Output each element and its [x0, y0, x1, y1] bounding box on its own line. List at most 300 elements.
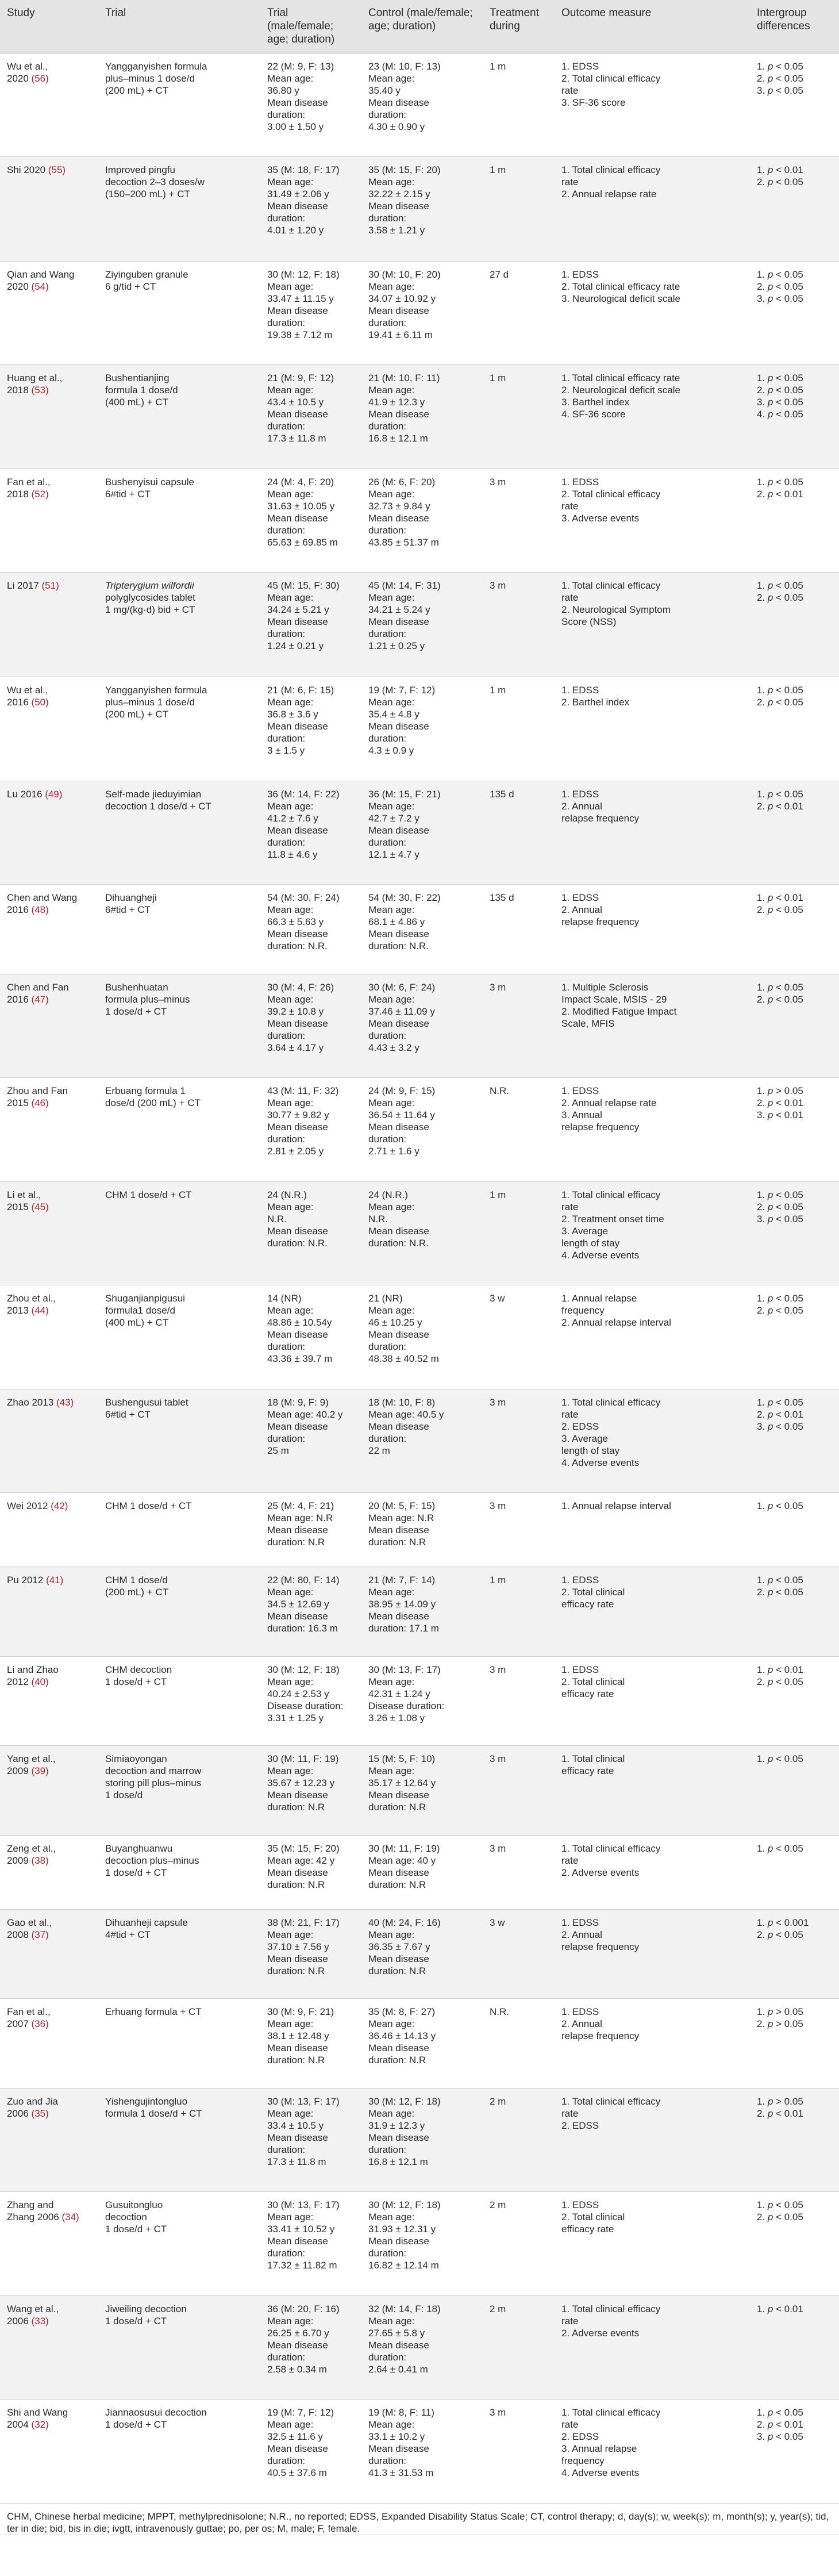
cell-intergroup-differences-line: 2. p < 0.01	[757, 2107, 803, 2119]
cell-study	[0, 1181, 98, 1285]
reference-link[interactable]: (35)	[31, 2107, 49, 2119]
cell-study	[0, 781, 98, 885]
cell-control-group-line: Disease duration:	[368, 1700, 445, 1711]
cell-trial-group-line: 35 (M: 18, F: 17)	[267, 164, 340, 176]
cell-trial-group-line: N.R.	[267, 1213, 287, 1224]
study-text: 2016	[7, 993, 32, 1005]
cell-trial-group-line: 43.4 ± 10.5 y	[267, 397, 324, 408]
cell-trial-line: (400 mL) + CT	[105, 397, 169, 408]
header-study: Study	[0, 0, 98, 53]
cell-trial-line: Erbuang formula 1	[105, 1085, 186, 1097]
cell-trial-group-line: Mean disease	[267, 824, 328, 836]
cell-control-group-line: Mean disease	[368, 2443, 429, 2455]
p-symbol: p	[767, 981, 773, 993]
cell-control-group	[361, 53, 483, 157]
reference-link[interactable]: (36)	[31, 2018, 49, 2030]
cell-intergroup-differences	[750, 1909, 839, 1998]
cell-trial	[98, 1746, 260, 1835]
cell-trial-group	[260, 469, 361, 573]
cell-intergroup-differences-line: 3. p < 0.05	[757, 293, 803, 304]
table-row	[0, 573, 839, 677]
table-row	[0, 974, 839, 1078]
cell-trial-group-line: 33.41 ± 10.52 y	[267, 2224, 335, 2235]
cell-trial-group	[260, 885, 361, 974]
cell-control-group-line: 19 (M: 8, F: 11)	[368, 2407, 434, 2418]
cell-trial-group	[260, 53, 361, 157]
reference-link[interactable]: (39)	[31, 1765, 49, 1777]
cell-intergroup-differences-line: 2. p > 0.05	[757, 2018, 803, 2030]
cell-control-group	[361, 469, 483, 573]
cell-outcome-measure	[555, 974, 750, 1078]
cell-outcome-measure	[555, 261, 750, 365]
cell-treatment-duration: 27 d	[483, 261, 555, 365]
footnote-row	[0, 2504, 839, 2535]
cell-trial-line: 1 dose/d + CT	[105, 1867, 167, 1878]
cell-trial-group-line: duration:	[267, 2455, 306, 2467]
cell-control-group-line: 54 (M: 30, F: 22)	[368, 892, 441, 904]
cell-trial-group	[260, 573, 361, 677]
cell-outcome-measure-line: 1. Multiple Sclerosis	[561, 981, 649, 993]
cell-trial-line: Yangganyishen formula	[105, 685, 207, 696]
cell-trial	[98, 781, 260, 885]
cell-trial-line: Yishengujintongluo	[105, 2095, 188, 2107]
cell-control-group-line: Mean age:	[368, 1676, 415, 1687]
cell-control-group-line: Mean age:	[368, 697, 415, 708]
table-row	[0, 1181, 839, 1285]
cell-intergroup-differences-line: 1. p < 0.05	[757, 580, 803, 592]
p-symbol: p	[767, 1213, 773, 1224]
reference-link[interactable]: (42)	[51, 1500, 68, 1512]
cell-outcome-measure-line: rate	[561, 2419, 579, 2431]
reference-link[interactable]: (38)	[31, 1855, 49, 1866]
cell-control-group-line: duration: N.R	[368, 2055, 426, 2066]
cell-control-group-line: Mean age:	[368, 800, 415, 812]
study-line	[7, 904, 91, 916]
cell-trial-group-line: 17.3 ± 11.8 m	[267, 433, 326, 444]
cell-study	[0, 365, 98, 469]
cell-study	[0, 157, 98, 262]
study-text: 2018	[7, 488, 32, 500]
reference-link[interactable]: (55)	[48, 164, 66, 176]
p-symbol: p	[767, 293, 773, 304]
cell-outcome-measure-line: 2. Barthel index	[561, 697, 630, 708]
study-line: Qian and Wang	[7, 268, 75, 280]
cell-control-group-line: Mean disease	[368, 1018, 429, 1029]
cell-trial-line: Gusuitongluo	[105, 2199, 163, 2211]
cell-control-group-line: Mean disease	[368, 1225, 429, 1237]
cell-treatment-duration: 3 m	[483, 573, 555, 677]
cell-trial-group-line: Mean disease	[267, 928, 328, 940]
study-line: Wu et al.,	[7, 60, 48, 72]
cell-intergroup-differences-line: 2. p < 0.01	[757, 800, 803, 812]
cell-control-group	[361, 677, 483, 781]
reference-link[interactable]: (37)	[31, 1929, 49, 1940]
cell-control-group-line: 2.71 ± 1.6 y	[368, 1146, 420, 1157]
table-footnote: CHM, Chinese herbal medicine; MPPT, methylprednisolone; N.R., no reported; EDSS, Expanded Disability Status Scale; CT, control therapy; d, day(s); w, week(s); m, month(s); y, year(s); tid, ter in die; bid, bis in die; ivgtt, intravenously guttae; po, per os; M, male; F, female.	[0, 2504, 839, 2535]
reference-link[interactable]: (43)	[56, 1396, 74, 1408]
cell-intergroup-differences	[750, 1999, 839, 2088]
reference-link[interactable]: (56)	[31, 72, 49, 84]
study-text: Lu 2016	[7, 788, 45, 800]
cell-study	[0, 1835, 98, 1909]
cell-treatment-duration: 3 m	[483, 469, 555, 573]
cell-outcome-measure-line: relapse frequency	[561, 916, 640, 928]
cell-control-group-line: Mean age:	[368, 385, 415, 396]
cell-trial-group-line: Mean disease	[267, 2043, 328, 2054]
p-symbol: p	[767, 1664, 773, 1675]
cell-trial-group-line: Mean age:	[267, 904, 314, 916]
cell-intergroup-differences	[750, 677, 839, 781]
cell-outcome-measure-line: 3. Average	[561, 1433, 608, 1444]
cell-outcome-measure	[555, 1656, 750, 1745]
cell-study	[0, 885, 98, 974]
cell-intergroup-differences-line: 2. p < 0.01	[757, 488, 803, 500]
cell-intergroup-differences-line: 1. p > 0.05	[757, 2095, 803, 2107]
cell-intergroup-differences-line: 1. p < 0.001	[757, 1917, 809, 1928]
cell-trial-group-line: 19.38 ± 7.12 m	[267, 329, 333, 340]
cell-trial-group-line: 36 (M: 14, F: 22)	[267, 788, 340, 800]
p-symbol: p	[767, 2107, 773, 2119]
cell-trial-group	[260, 2192, 361, 2296]
cell-trial-group-line: Mean disease	[267, 1611, 328, 1622]
cell-trial-group-line: 48.86 ± 10.54y	[267, 1317, 332, 1329]
study-line	[7, 2418, 91, 2431]
p-symbol: p	[767, 1097, 773, 1109]
cell-control-group-line: 26 (M: 6, F: 20)	[368, 476, 436, 487]
cell-control-group	[361, 1285, 483, 1389]
cell-trial-group-line: Mean age:	[267, 176, 314, 188]
cell-trial-group-line: Mean disease	[267, 97, 328, 108]
p-symbol: p	[767, 1085, 773, 1097]
cell-outcome-measure-line: 1. EDSS	[561, 2199, 599, 2211]
reference-link[interactable]: (53)	[31, 385, 49, 396]
study-line	[7, 1097, 91, 1109]
cell-trial-line: 6#tid + CT	[105, 1408, 151, 1420]
cell-outcome-measure	[555, 53, 750, 157]
reference-link[interactable]: (33)	[31, 2315, 49, 2327]
cell-trial-line: (150–200 mL) + CT	[105, 189, 190, 200]
cell-control-group-line: 30 (M: 6, F: 24)	[368, 981, 436, 993]
reference-link[interactable]: (48)	[31, 904, 49, 916]
p-symbol: p	[767, 2212, 773, 2223]
reference-link[interactable]: (51)	[41, 580, 59, 592]
cell-trial-group-line: Mean disease	[267, 721, 328, 732]
cell-study	[0, 261, 98, 365]
table-row	[0, 2295, 839, 2400]
cell-outcome-measure	[555, 2400, 750, 2504]
table-row	[0, 781, 839, 885]
study-line	[7, 1304, 91, 1316]
study-text: 2016	[7, 904, 32, 916]
cell-control-group-line: 30 (M: 13, F: 17)	[368, 1664, 441, 1675]
cell-control-group-line: 16.8 ± 12.1 m	[368, 2156, 428, 2167]
cell-trial	[98, 157, 260, 262]
p-symbol: p	[767, 60, 773, 72]
cell-outcome-measure	[555, 885, 750, 974]
cell-control-group-line: duration: 17.1 m	[368, 1623, 439, 1634]
p-symbol: p	[767, 1408, 773, 1420]
cell-trial-line: (400 mL) + CT	[105, 1317, 169, 1329]
cell-control-group-line: 42.7 ± 7.2 y	[368, 812, 420, 824]
cell-intergroup-differences-line: 3. p < 0.05	[757, 1421, 803, 1432]
table-row	[0, 885, 839, 974]
cell-trial-group-line: Mean disease	[267, 1867, 328, 1878]
cell-trial-line: Yangganyishen formula	[105, 60, 207, 72]
cell-trial-group-line: 2.81 ± 2.05 y	[267, 1146, 324, 1157]
cell-trial-group-line: 3 ± 1.5 y	[267, 745, 305, 757]
cell-trial-group-line: duration: N.R	[267, 1537, 325, 1548]
cell-outcome-measure	[555, 573, 750, 677]
cell-trial-group-line: 22 (M: 9, F: 13)	[267, 60, 334, 72]
cell-trial-group-line: duration:	[267, 2248, 306, 2259]
cell-control-group-line: 31.9 ± 12.3 y	[368, 2120, 425, 2131]
reference-link[interactable]: (54)	[31, 281, 49, 292]
cell-control-group-line: Mean disease	[368, 2043, 429, 2054]
cell-trial	[98, 1999, 260, 2088]
cell-trial-group-line: Mean age:	[267, 2107, 314, 2119]
reference-link[interactable]: (46)	[31, 1097, 49, 1109]
cell-control-group-line: 35.17 ± 12.64 y	[368, 1778, 436, 1789]
cell-trial-line: decoction 2–3 doses/w	[105, 176, 205, 188]
cell-trial-group-line: 43.36 ± 39.7 m	[267, 1353, 333, 1365]
reference-link[interactable]: (34)	[61, 2212, 79, 2223]
cell-outcome-measure	[555, 1285, 750, 1389]
cell-trial-line: storing pill plus–minus	[105, 1778, 202, 1789]
cell-trial-group-line: 35.67 ± 12.23 y	[267, 1778, 335, 1789]
p-symbol: p	[767, 1305, 773, 1316]
cell-control-group-line: duration:	[368, 628, 407, 640]
cell-trial-group-line: duration: N.R.	[267, 940, 328, 952]
cell-trial-group-line: Mean disease	[267, 1122, 328, 1133]
cell-trial-group-line: duration:	[267, 1134, 306, 1145]
reference-link[interactable]: (50)	[31, 697, 49, 708]
cell-study	[0, 2295, 98, 2400]
reference-link[interactable]: (44)	[31, 1305, 49, 1316]
cell-trial-group	[260, 1181, 361, 1285]
cell-study	[0, 677, 98, 781]
cell-outcome-measure-line: 3. Annual relapse	[561, 2443, 637, 2455]
cell-control-group-line: Mean disease	[368, 721, 429, 732]
cell-outcome-measure	[555, 365, 750, 469]
cell-control-group-line: Mean age:	[368, 2018, 415, 2030]
cell-outcome-measure-line: 2. Total clinical	[561, 1587, 625, 1598]
cell-study	[0, 1909, 98, 1998]
cell-control-group-line: 22 m	[368, 1445, 390, 1456]
cell-intergroup-differences-line: 3. p < 0.05	[757, 1213, 803, 1224]
cell-trial-group-line: duration:	[267, 2351, 306, 2363]
cell-trial-group	[260, 677, 361, 781]
cell-trial-group-line: Mean age:	[267, 697, 314, 708]
cell-intergroup-differences-line: 2. p < 0.05	[757, 592, 803, 604]
cell-control-group-line: 4.43 ± 3.2 y	[368, 1042, 420, 1053]
cell-trial-line: Shuganjianpigusui	[105, 1293, 185, 1304]
cell-outcome-measure-line: Scale, MFIS	[561, 1018, 615, 1029]
cell-intergroup-differences-line: 3. p < 0.05	[757, 2431, 803, 2443]
cell-control-group-line: Mean disease	[368, 1790, 429, 1801]
cell-trial-group-line: Mean age:	[267, 385, 314, 396]
p-symbol: p	[767, 993, 773, 1005]
cell-trial-group-line: 40.24 ± 2.53 y	[267, 1688, 329, 1699]
reference-link[interactable]: (45)	[31, 1201, 49, 1212]
cell-outcome-measure-line: 2. Annual	[561, 904, 602, 916]
cell-outcome-measure-line: 2. Annual	[561, 800, 602, 812]
cell-trial-line: plus–minus 1 dose/d	[105, 697, 195, 708]
cell-control-group-line: Mean age:	[368, 1305, 415, 1316]
p-symbol: p	[767, 72, 773, 84]
cell-control-group-line: Mean age:	[368, 2107, 415, 2119]
cell-trial-group	[260, 1746, 361, 1835]
cell-outcome-measure-line: 4. Adverse events	[561, 1457, 640, 1468]
study-line: Zhang and	[7, 2199, 54, 2211]
cell-intergroup-differences-line: 3. p < 0.01	[757, 1110, 803, 1121]
cell-outcome-measure	[555, 1181, 750, 1285]
cell-control-group-line: 4.3 ± 0.9 y	[368, 745, 414, 757]
cell-trial-group-line: Mean age:	[267, 2212, 314, 2223]
cell-control-group-line: Mean disease	[368, 1867, 429, 1878]
cell-treatment-duration: 135 d	[483, 885, 555, 974]
cell-control-group-line: Mean disease	[368, 824, 429, 836]
reference-link[interactable]: (41)	[46, 1575, 64, 1586]
cell-control-group-line: 41.9 ± 12.3 y	[368, 397, 425, 408]
reference-link[interactable]: (52)	[31, 488, 49, 500]
cell-intergroup-differences	[750, 1746, 839, 1835]
reference-link[interactable]: (32)	[31, 2419, 49, 2431]
cell-control-group-line: 35.40 y	[368, 85, 401, 96]
cell-trial-group-line: Mean disease	[267, 2443, 328, 2455]
cell-trial-line: Simiaoyongan	[105, 1753, 167, 1765]
cell-control-group-line: duration:	[368, 109, 407, 120]
cell-trial-group	[260, 1078, 361, 1182]
cell-intergroup-differences-line: 1. p < 0.01	[757, 1664, 803, 1675]
cell-intergroup-differences-line: 2. p < 0.05	[757, 1201, 803, 1212]
cell-intergroup-differences-line: 2. p < 0.05	[757, 993, 803, 1005]
p-symbol: p	[767, 697, 773, 708]
cell-control-group-line: 33.1 ± 10.2 y	[368, 2431, 425, 2443]
table-row	[0, 2192, 839, 2296]
reference-link[interactable]: (47)	[31, 993, 49, 1005]
cell-study	[0, 469, 98, 573]
cell-study	[0, 1389, 98, 1493]
cell-control-group-line: 36.54 ± 11.64 y	[368, 1110, 435, 1121]
cell-control-group	[361, 1181, 483, 1285]
cell-intergroup-differences	[750, 1285, 839, 1389]
cell-control-group-line: Mean disease	[368, 305, 429, 316]
cell-control-group	[361, 781, 483, 885]
study-text: Shi 2020	[7, 164, 48, 176]
cell-trial-group-line: Mean age:	[267, 993, 314, 1005]
cell-trial-group-line: 35 (M: 15, F: 20)	[267, 1842, 340, 1854]
cell-intergroup-differences	[750, 1078, 839, 1182]
cell-control-group-line: Mean age:	[368, 1097, 415, 1109]
cell-trial-line: Dihuanheji capsule	[105, 1917, 188, 1928]
cell-trial-group-line: 19 (M: 7, F: 12)	[267, 2407, 334, 2418]
cell-trial-line: 6 g/tid + CT	[105, 281, 156, 292]
table-row	[0, 2400, 839, 2504]
reference-link[interactable]: (40)	[31, 1676, 49, 1687]
cell-control-group-line: 34.07 ± 10.92 y	[368, 293, 436, 304]
cell-study	[0, 1078, 98, 1182]
cell-trial-line: decoction 1 dose/d + CT	[105, 800, 211, 812]
cell-control-group	[361, 157, 483, 262]
p-symbol: p	[767, 85, 773, 96]
cell-treatment-duration: N.R.	[483, 1078, 555, 1182]
cell-intergroup-differences-line: 2. p < 0.05	[757, 72, 803, 84]
cell-control-group-line: 48.38 ± 40.52 m	[368, 1353, 439, 1365]
cell-control-group-line: Mean disease	[368, 512, 429, 524]
cell-outcome-measure-line: 1. Total clinical efficacy	[561, 164, 661, 176]
cell-trial-line: (200 mL) + CT	[105, 85, 169, 96]
cell-control-group-line: Mean disease	[368, 409, 429, 420]
cell-trial-group-line: 65.63 ± 69.85 m	[267, 536, 338, 548]
cell-control-group-line: Mean age:	[368, 488, 415, 500]
cell-control-group-line: duration:	[368, 2351, 407, 2363]
cell-treatment-duration: 2 m	[483, 2295, 555, 2400]
reference-link[interactable]: (49)	[45, 788, 63, 800]
cell-intergroup-differences-line: 1. p < 0.05	[757, 476, 803, 487]
cell-outcome-measure	[555, 1835, 750, 1909]
cell-outcome-measure-line: 2. Total clinical	[561, 1676, 625, 1687]
cell-outcome-measure	[555, 157, 750, 262]
table-header-row	[0, 0, 839, 53]
cell-intergroup-differences	[750, 261, 839, 365]
cell-trial-line: decoction and marrow	[105, 1765, 202, 1777]
cell-outcome-measure-line: 1. Annual relapse	[561, 1293, 637, 1304]
cell-intergroup-differences	[750, 1835, 839, 1909]
cell-trial-group-line: 30 (M: 9, F: 21)	[267, 2006, 334, 2018]
cell-control-group-line: Mean disease	[368, 2236, 429, 2247]
cell-intergroup-differences	[750, 1181, 839, 1285]
table-row	[0, 157, 839, 262]
cell-intergroup-differences-line: 1. p < 0.05	[757, 1753, 803, 1765]
cell-outcome-measure-line: 1. EDSS	[561, 1917, 599, 1928]
cell-outcome-measure-line: 2. Annual relapse interval	[561, 1317, 671, 1329]
cell-trial	[98, 1285, 260, 1389]
cell-trial-group-line: Mean disease	[267, 1790, 328, 1801]
cell-trial-group-line: 54 (M: 30, F: 24)	[267, 892, 340, 904]
cell-trial-group-line: 11.8 ± 4.6 y	[267, 849, 318, 860]
study-line	[7, 384, 91, 396]
cell-trial-group-line: Mean disease	[267, 1329, 328, 1341]
cell-outcome-measure-line: relapse frequency	[561, 812, 640, 824]
cell-trial-group-line: 24 (M: 4, F: 20)	[267, 476, 334, 487]
cell-control-group	[361, 1389, 483, 1493]
p-symbol: p	[767, 800, 773, 812]
cell-treatment-duration: 1 m	[483, 1181, 555, 1285]
cell-trial-group-line: 38.1 ± 12.48 y	[267, 2030, 329, 2042]
cell-control-group	[361, 1493, 483, 1567]
cell-trial	[98, 1656, 260, 1745]
p-symbol: p	[767, 788, 773, 800]
cell-trial	[98, 53, 260, 157]
table-row	[0, 1909, 839, 1998]
cell-study	[0, 1285, 98, 1389]
cell-trial-group-line: 30 (M: 12, F: 18)	[267, 1664, 340, 1675]
cell-outcome-measure-line: efficacy rate	[561, 1688, 614, 1699]
cell-trial	[98, 1567, 260, 1656]
p-symbol: p	[767, 268, 773, 280]
cell-trial-group-line: 39.2 ± 10.8 y	[267, 1005, 324, 1017]
cell-control-group-line: Mean age:	[368, 592, 415, 604]
cell-control-group-line: 21 (M: 10, F: 11)	[368, 373, 440, 384]
cell-control-group	[361, 1999, 483, 2088]
p-symbol: p	[767, 1753, 773, 1765]
study-text: 2009	[7, 1855, 32, 1866]
cell-outcome-measure-line: frequency	[561, 2455, 605, 2467]
cell-treatment-duration: N.R.	[483, 1999, 555, 2088]
cell-control-group-line: 20 (M: 5, F: 15)	[368, 1500, 436, 1512]
cell-trial-group-line: Mean age: 40.2 y	[267, 1408, 343, 1420]
cell-control-group-line: Mean disease	[368, 1421, 429, 1432]
